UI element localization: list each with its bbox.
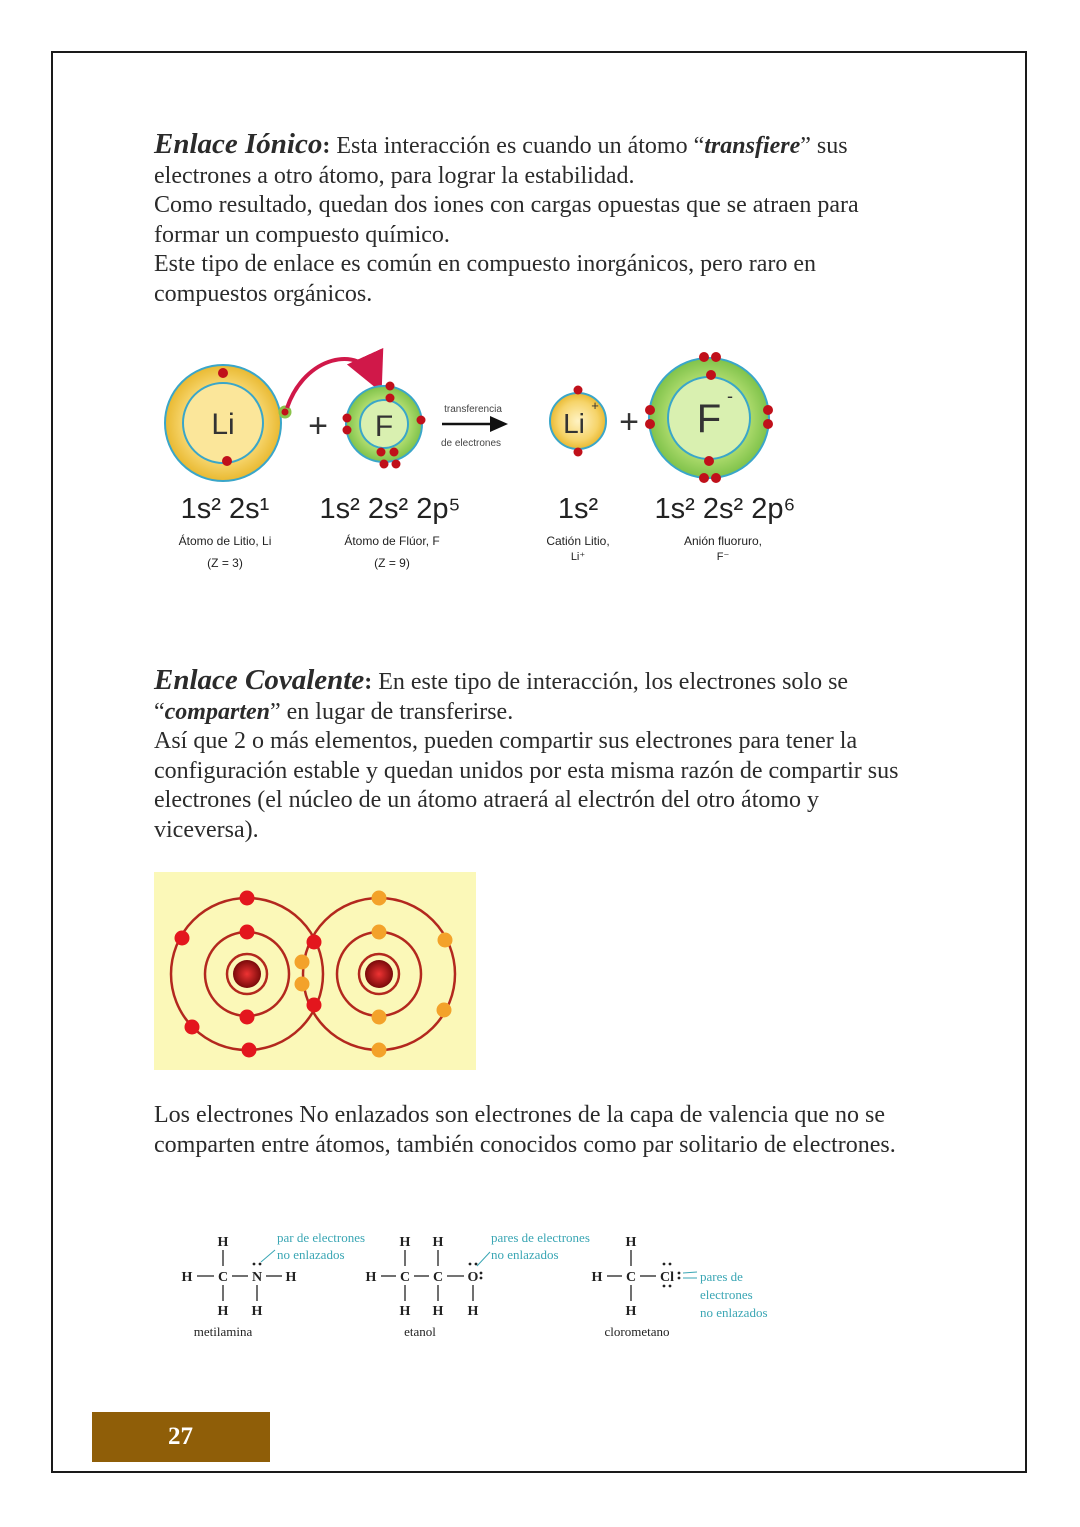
svg-text:clorometano: clorometano (604, 1324, 670, 1339)
svg-text:no enlazados: no enlazados (700, 1305, 768, 1320)
li-config: 1s² 2s¹ (180, 493, 270, 525)
svg-text:Átomo de Litio, Li: Átomo de Litio, Li (178, 534, 272, 548)
svg-text:H: H (399, 1235, 411, 1250)
svg-text:H: H (251, 1304, 263, 1319)
svg-text:(Z = 3): (Z = 3) (207, 556, 243, 570)
svg-text:H: H (285, 1270, 297, 1285)
page-number-box (92, 1412, 270, 1462)
covalent-paragraph: Enlace Covalente: En este tipo de interacción, los electrones solo se “comparten” en lugar de transferirse. Así que 2 o más elementos, pueden compartir sus electrones para tener la configuración estable y quedan unidos por esta misma razón de compartir sus electrones (el núcleo de un átomo atraerá al electrón del otro átomo y viceversa). (154, 664, 899, 843)
svg-text:C: C (625, 1270, 637, 1285)
svg-text:electrones: electrones (700, 1287, 753, 1302)
plus-sign: + (308, 407, 328, 445)
svg-text:H: H (591, 1270, 603, 1285)
svg-text:C: C (399, 1270, 411, 1285)
ionic-title: Enlace Iónico (154, 128, 323, 160)
svg-text:Li: Li (563, 408, 585, 439)
svg-text:H: H (432, 1235, 444, 1250)
ethanol-structure (366, 1235, 479, 1339)
svg-text:H: H (217, 1235, 229, 1250)
svg-text:Átomo de Flúor, F: Átomo de Flúor, F (344, 534, 440, 548)
svg-text:H: H (365, 1270, 377, 1285)
covalent-title: Enlace Covalente (154, 664, 365, 696)
f-ion-config: 1s² 2s² 2p⁶ (654, 493, 796, 525)
svg-text:(Z = 9): (Z = 9) (374, 556, 410, 570)
fluoride-anion (645, 352, 773, 483)
f-config: 1s² 2s² 2p⁵ (319, 493, 461, 525)
svg-text:F⁻: F⁻ (716, 551, 730, 563)
svg-text:no enlazados: no enlazados (277, 1247, 345, 1262)
svg-text:transferencia: transferencia (444, 404, 502, 415)
svg-text:C: C (217, 1270, 229, 1285)
svg-text:H: H (181, 1270, 193, 1285)
ionic-bond-diagram (150, 340, 810, 580)
svg-text:etanol: etanol (404, 1324, 436, 1339)
svg-text:pares de: pares de (700, 1269, 743, 1284)
covalent-p2: Así que 2 o más elementos, pueden compartir sus electrones para tener la configuración estable y quedan unidos por esta misma razón de compartir sus electrones (el núcleo de un átomo atraerá al electrón del otro átomo y viceversa). (154, 728, 899, 843)
svg-text:metilamina: metilamina (193, 1324, 253, 1339)
svg-text:H: H (432, 1304, 444, 1319)
comparten-emphasis: comparten (164, 698, 270, 725)
svg-text:H: H (625, 1304, 637, 1319)
svg-text:H: H (217, 1304, 229, 1319)
svg-text:Li: Li (211, 408, 235, 441)
lithium-atom (165, 365, 290, 481)
chloromethane-structure (592, 1235, 675, 1339)
svg-text:H: H (467, 1304, 479, 1319)
ionic-paragraph: Enlace Iónico: Esta interacción es cuando un átomo “transfiere” sus electrones a otro átomo, para lograr la estabilidad. Como resultado, quedan dos iones con cargas opuestas que se atraen para formar un compuesto químico. Este tipo de enlace es común en compuesto inorgánicos, pero raro en compuestos orgánicos. (154, 128, 859, 307)
svg-text:Li⁺: Li⁺ (570, 551, 586, 563)
svg-text:C: C (432, 1270, 444, 1285)
ionic-p3: Este tipo de enlace es común en compuesto inorgánicos, pero raro en compuestos orgánicos. (154, 251, 817, 307)
lithium-cation (550, 386, 606, 457)
svg-text:de electrones: de electrones (440, 438, 502, 449)
ionic-p2: Como resultado, quedan dos iones con cargas opuestas que se atraen para formar un compuesto químico. (154, 192, 859, 248)
svg-text:H: H (399, 1304, 411, 1319)
svg-text:-: - (727, 386, 733, 406)
svg-text:F: F (696, 397, 722, 441)
svg-text:+: + (619, 403, 639, 441)
lone-pairs-paragraph: Los electrones No enlazados son electrones de la capa de valencia que no se comparten entre átomos, también conocidos como par solitario de electrones. (154, 1102, 896, 1158)
page-number: 27 (168, 1423, 193, 1450)
svg-text:no enlazados: no enlazados (491, 1247, 559, 1262)
covalent-bond-diagram (154, 872, 476, 1070)
svg-text:F: F (374, 410, 394, 443)
transfiere-emphasis: transfiere (704, 133, 801, 159)
svg-text:N: N (251, 1270, 263, 1285)
fluorine-atom (343, 382, 426, 469)
svg-text:H: H (625, 1235, 637, 1250)
svg-text:+: + (591, 398, 599, 413)
svg-text:O: O (467, 1270, 479, 1285)
lone-pair-molecules (175, 1226, 795, 1346)
svg-text:par de electrones: par de electrones (277, 1230, 366, 1245)
li-ion-config: 1s² (557, 493, 599, 525)
svg-text:Catión Litio,: Catión Litio, (546, 534, 610, 548)
svg-text:Anión fluoruro,: Anión fluoruro, (683, 534, 763, 548)
svg-text:Cl: Cl (660, 1270, 674, 1285)
svg-text:pares de electrones: pares de electrones (491, 1230, 590, 1245)
